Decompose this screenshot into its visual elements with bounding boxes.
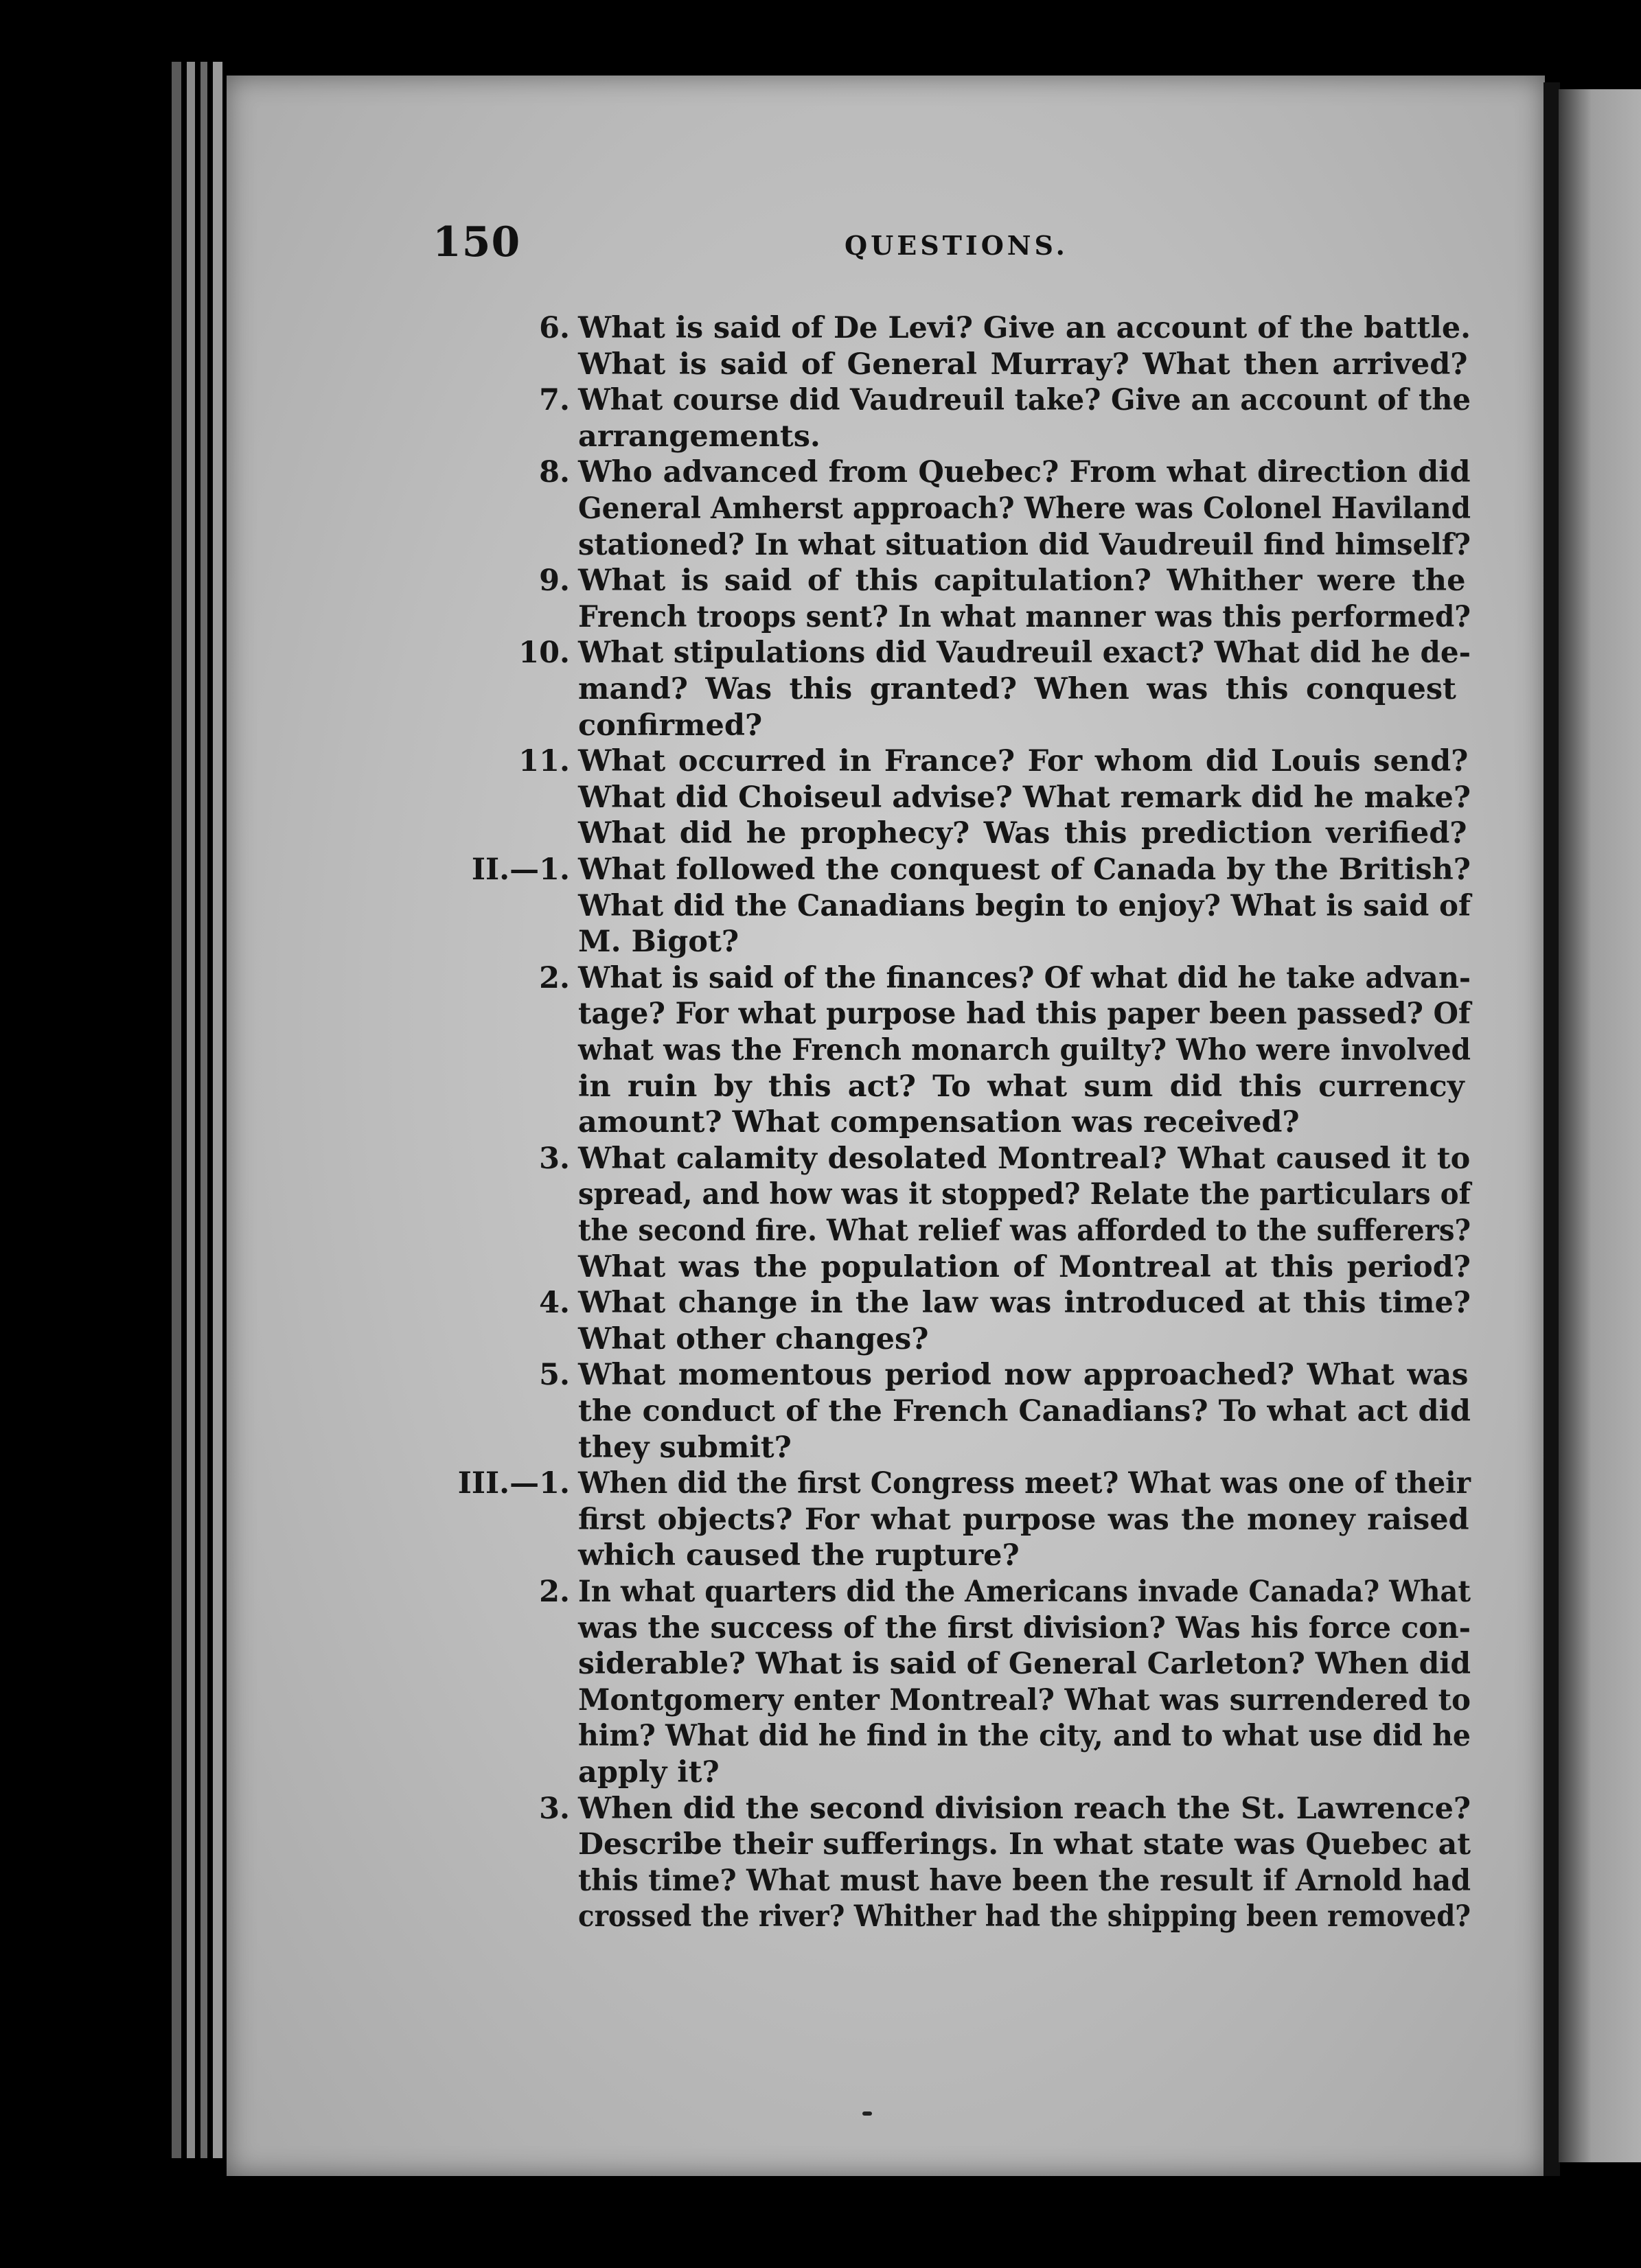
question-line: arrangements. (578, 419, 820, 454)
question-line: first objects? For what purpose was the money raised (578, 1502, 1469, 1537)
question-line: What was the population of Montreal at this period? (578, 1249, 1471, 1284)
question-line: was the success of the first division? Was his force con- (578, 1610, 1471, 1645)
question-line: What calamity desolated Montreal? What caused it to (578, 1141, 1471, 1176)
question-number: 4. (539, 1286, 570, 1321)
question-line: What other changes? (578, 1321, 929, 1356)
question-line: In what quarters did the Americans invade Canada? What (578, 1575, 1471, 1609)
question-line: this time? What must have been the result if Arnold had (578, 1863, 1471, 1898)
question-line: mand? Was this granted? When was this conquest (578, 672, 1456, 706)
running-head: QUESTIONS. (845, 230, 1068, 261)
question-number: III.—1. (457, 1466, 570, 1501)
question-line: What momentous period now approached? What was (578, 1358, 1469, 1393)
question-line: spread, and how was it stopped? Relate the particulars of (578, 1177, 1471, 1212)
question-line: crossed the river? Whither had the shipping been removed? (578, 1899, 1471, 1934)
question-number: 7. (539, 383, 570, 418)
question-line: What did he prophecy? Was this prediction verified? (578, 816, 1467, 851)
question-line: Montgomery enter Montreal? What was surrendered to (578, 1682, 1471, 1717)
question-line: What is said of the finances? Of what did he take advan- (578, 960, 1471, 995)
question-number: 6. (539, 311, 570, 345)
question-number: 10. (518, 636, 570, 671)
question-number: 2. (539, 960, 570, 995)
question-number: 5. (539, 1358, 570, 1393)
question-line: When did the second division reach the St. Lawrence? (578, 1791, 1471, 1826)
question-line: What is said of this capitulation? Whither were the (578, 564, 1466, 599)
question-number: II.—1. (471, 853, 570, 887)
question-line: French troops sent? In what manner was this performed? (578, 599, 1471, 634)
question-number: 9. (539, 564, 570, 599)
question-line: What did Choiseul advise? What remark did he make? (578, 780, 1471, 815)
question-line: in ruin by this act? To what sum did this currency (578, 1069, 1465, 1104)
question-line: apply it? (578, 1755, 720, 1790)
question-line: stationed? In what situation did Vaudreuil find himself? (578, 527, 1471, 562)
question-line: him? What did he find in the city, and to what use did he (578, 1719, 1471, 1754)
question-number: 2. (539, 1575, 570, 1609)
question-line: What did the Canadians begin to enjoy? What is said of (578, 888, 1471, 923)
question-line: What is said of General Murray? What then arrived? (578, 347, 1468, 382)
question-line: What is said of De Levi? Give an account of the battle. (578, 311, 1471, 345)
question-line: When did the first Congress meet? What was one of their (578, 1466, 1471, 1501)
question-line: Who advanced from Quebec? From what direction did (578, 455, 1471, 490)
question-number: 11. (518, 744, 570, 779)
question-line: which caused the rupture? (578, 1538, 1020, 1573)
question-line: siderable? What is said of General Carleton? When did (578, 1647, 1471, 1682)
question-line: M. Bigot? (578, 925, 739, 960)
question-line: Describe their sufferings. In what state was Quebec at (578, 1827, 1471, 1862)
question-line: General Amherst approach? Where was Colonel Haviland (578, 491, 1471, 526)
ink-mark (862, 2111, 872, 2116)
question-number: 3. (539, 1791, 570, 1826)
question-line: What followed the conquest of Canada by the British? (578, 853, 1471, 887)
question-line: What occurred in France? For whom did Louis send? (578, 744, 1469, 779)
question-line: the second fire. What relief was afforded to the sufferers? (578, 1214, 1471, 1248)
question-line: confirmed? (578, 708, 763, 743)
question-line: amount? What compensation was received? (578, 1105, 1300, 1140)
question-line: the conduct of the French Canadians? To what act did (578, 1394, 1471, 1428)
page-number: 150 (433, 218, 521, 266)
question-number: 3. (539, 1141, 570, 1176)
question-line: What course did Vaudreuil take? Give an account of the (578, 383, 1471, 418)
question-line: what was the French monarch guilty? Who were involved (578, 1033, 1471, 1067)
question-number: 8. (539, 455, 570, 490)
question-line: tage? For what purpose had this paper been passed? Of (578, 997, 1471, 1032)
question-line: they submit? (578, 1430, 792, 1465)
question-line: What stipulations did Vaudreuil exact? What did he de- (578, 636, 1471, 671)
question-line: What change in the law was introduced at this time? (578, 1286, 1471, 1321)
